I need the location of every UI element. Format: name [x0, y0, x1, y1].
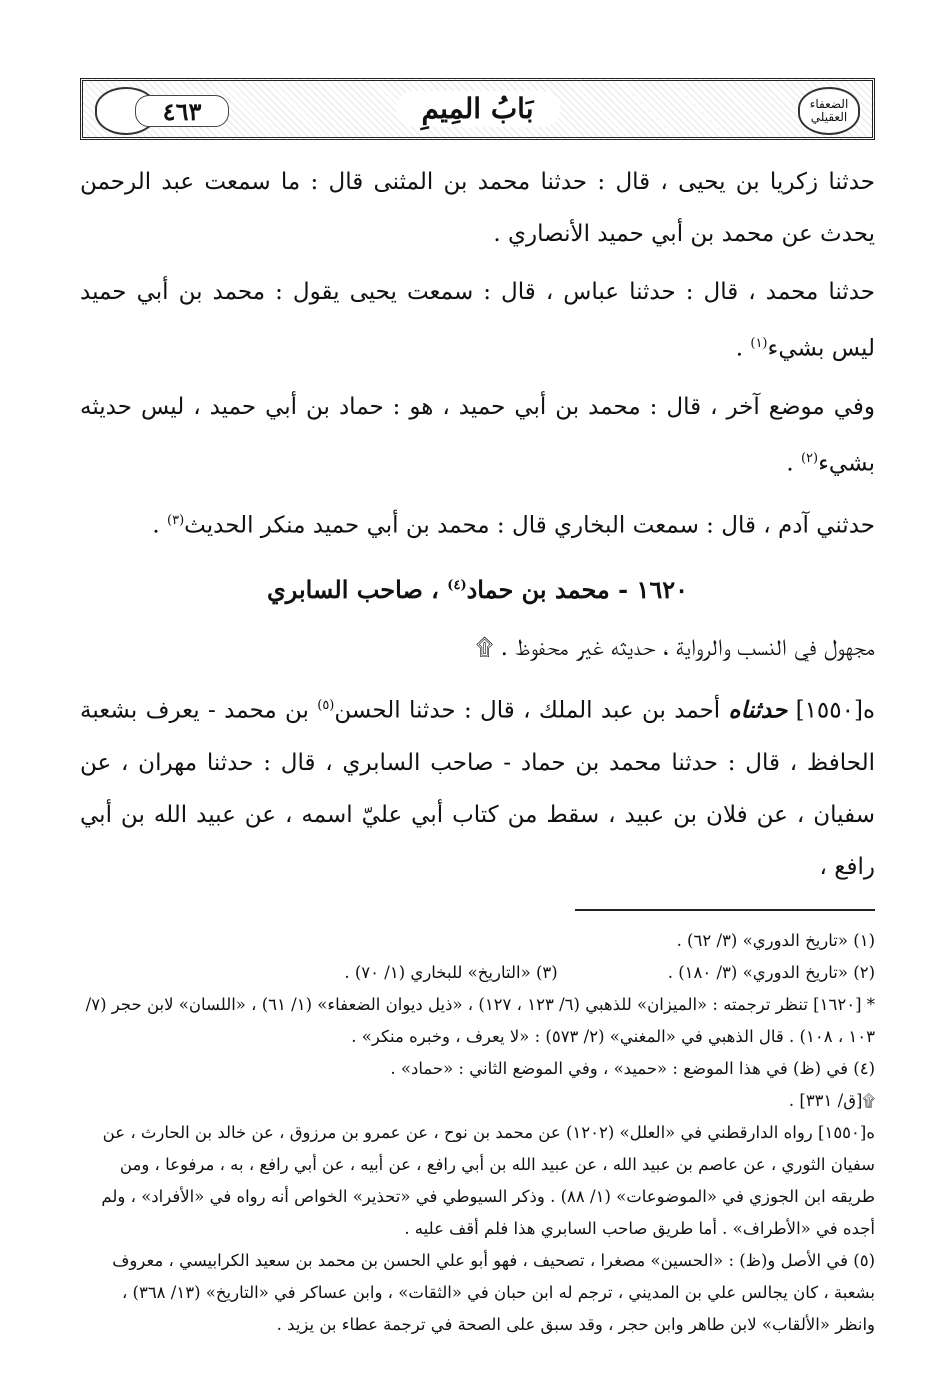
entry-title: ١٦٢٠ - محمد بن حماد$^{(٤)}$ ، صاحب السابري	[266, 574, 689, 604]
book-ornament	[798, 87, 860, 135]
footnote-separator	[575, 909, 875, 911]
paragraph: حدثنا محمد ، قال : حدثنا عباس ، قال : سمعت يحيى يقول : محمد بن أبي حميد ليس بشيء$^{(١)}$ .	[80, 279, 875, 362]
book-ornament-text: الضعفاء العقيلي	[809, 97, 849, 124]
footnote: * [١٦٢٠] تنظر ترجمته : «الميزان» للذهبي (٦/ ١٢٣ ، ١٢٧) ، «ذيل ديوان الضعفاء» (١/ ٦١) ، «اللسان» لابن حجر (٧/ ١٠٣ ، ١٠٨) . قال الذهبي في «المغني» (٢/ ٥٧٣) : «لا يعرف ، وخبره منكر» .	[85, 994, 875, 1046]
main-text	[80, 156, 875, 893]
paragraph: حدثنا زكريا بن يحيى ، قال : حدثنا محمد بن المثنى قال : ما سمعت عبد الرحمن يحدث عن محمد بن أبي حميد الأنصاري .	[80, 169, 875, 247]
footnote: (٢) «تاريخ الدوري» (٣/ ١٨٠) .	[667, 962, 875, 982]
paragraph: حدثني آدم ، قال : سمعت البخاري قال : محمد بن أبي حميد منكر الحديث$^{(٣)}$ .	[152, 512, 875, 539]
footnote-ref: (٢)	[800, 450, 819, 466]
footnote: (٤) في (ظ) في هذا الموضع : «حميد» ، وفي الموضع الثاني : «حماد» .	[390, 1058, 875, 1078]
footnote-ref: (١)	[750, 336, 768, 351]
footnote-ref: (٥)	[317, 697, 335, 713]
footnote-ref: (٣)	[167, 513, 185, 529]
paragraph: وفي موضع آخر ، قال : محمد بن أبي حميد ، هو : حماد بن أبي حميد ، ليس حديثه بشيء$^{(٢)}$ .	[80, 393, 875, 477]
hadith-lead: حدثناه	[728, 696, 788, 724]
footnote: (٥) في الأصل و(ظ) : «الحسين» مصغرا ، تصحيف ، فهو أبو علي الحسن بن محمد بن سعيد الكرابيسي ، معروف بشعبة ، كان يجالس علي بن المديني ، ترجم له ابن حبان في «الثقات» ، وابن عساكر في «التاريخ» (١٣/ ٣٦٨) ، وانظر «الألقاب» لابن طاهر وابن حجر ، وقد سبق على الصحة في ترجمة عطاء بن يزيد .	[112, 1250, 875, 1334]
page-number: ٤٦٣	[135, 95, 229, 127]
footnotes	[80, 925, 875, 1341]
footnote: (٣) «التاريخ» للبخاري (١/ ٧٠) .	[344, 962, 558, 982]
entry-description: مجهول في النسب والرواية ، حديثه غير محفوظ . ۩	[475, 634, 875, 661]
chapter-title: بَابُ المِيمِ	[395, 91, 559, 127]
footnote-ref: (٤)	[447, 577, 467, 593]
footnote-row	[80, 957, 875, 989]
running-header	[80, 78, 875, 140]
page	[80, 78, 875, 1341]
footnote: (١) «تاريخ الدوري» (٣/ ٦٢) .	[676, 930, 875, 950]
hadith-paragraph: ه[١٥٥٠] حدثناه أحمد بن عبد الملك ، قال : حدثنا الحسن$^{(٥)}$ بن محمد - يعرف بشعبة الحافظ ، قال : حدثنا محمد بن حماد - صاحب السابري ، قال : حدثنا مهران ، عن سفيان ، عن فلان بن عبيد ، سقط من كتاب أبي عليّ اسمه ، عن عبيد الله بن أبي رافع ،	[80, 696, 876, 880]
footnote: ۩[ق/ ٣٣١] .	[788, 1090, 875, 1110]
footnote: ه[١٥٥٠] رواه الدارقطني في «العلل» (١٢٠٢) عن محمد بن نوح ، عن عمرو بن مرزوق ، عن خالد بن الحارث ، عن سفيان الثوري ، عن عاصم بن عبيد الله ، عن عبيد الله بن أبي رافع ، عن أبيه ، عن أبي رافع ، به ، مرفوعا ، ومن طريقه ابن الجوزي في «الموضوعات» (١/ ٨٨) . وذكر السيوطي في «تحذير» الخواص أنه رواه في «الأفراد» ، ولم أجده في «الأطراف» . أما طريق صاحب السابري هذا فلم أقف عليه .	[101, 1122, 875, 1238]
hadith-number: ه[١٥٥٠]	[795, 697, 876, 724]
